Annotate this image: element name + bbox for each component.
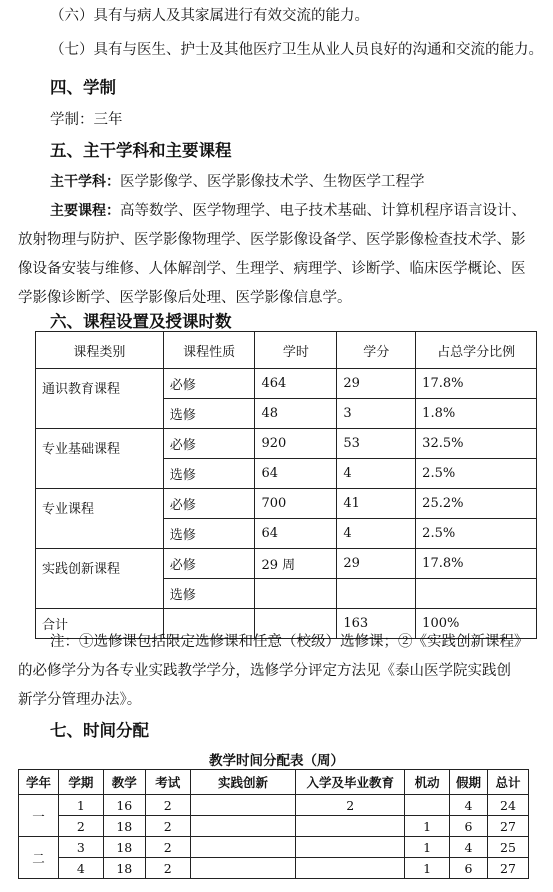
- ratio-cell: 2.5%: [416, 519, 537, 549]
- header-year: 学年: [19, 770, 59, 795]
- hours-cell: [255, 579, 337, 609]
- flexible-cell: [405, 795, 450, 816]
- ratio-cell: 32.5%: [416, 429, 537, 459]
- credits-cell: 3: [337, 399, 416, 429]
- ratio-cell: 25.2%: [416, 489, 537, 519]
- credits-cell: 41: [337, 489, 416, 519]
- total-ratio: 100%: [416, 609, 537, 639]
- course-hours-table: [35, 331, 537, 639]
- practice-cell: [190, 795, 296, 816]
- core-subjects-line: [0, 172, 553, 192]
- type-cell: 必修: [163, 549, 255, 579]
- hours-cell: 64: [255, 459, 337, 489]
- vacation-cell: 6: [450, 858, 488, 879]
- header-total: 总计: [487, 770, 528, 795]
- header-credits: 学分: [337, 332, 416, 369]
- hours-cell: 64: [255, 519, 337, 549]
- category-cell: 专业基础课程: [36, 429, 164, 489]
- table-row: [36, 549, 537, 579]
- table-row: [36, 429, 537, 459]
- credits-cell: 29: [337, 369, 416, 399]
- main-courses-4: 学影像诊断学、医学影像后处理、医学影像信息学。: [18, 290, 352, 306]
- note-line-2: 的必修学分为各专业实践教学学分，选修学分评定方法见《泰山医学院实践创: [18, 663, 511, 679]
- orientation-cell: 2: [296, 795, 405, 816]
- teaching-cell: 18: [103, 837, 145, 858]
- term-cell: 1: [58, 795, 103, 816]
- type-cell: 选修: [163, 519, 255, 549]
- table-row: [36, 369, 537, 399]
- header-flexible: 机动: [405, 770, 450, 795]
- header-vacation: 假期: [450, 770, 488, 795]
- ratio-cell: 17.8%: [416, 369, 537, 399]
- total-cell: 27: [487, 858, 528, 879]
- table-row: [19, 837, 529, 858]
- header-teaching: 教学: [103, 770, 145, 795]
- type-cell: 必修: [163, 429, 255, 459]
- table-row: [19, 816, 529, 837]
- main-courses-2: 放射物理与防护、医学影像物理学、医学影像设备学、医学影像检查技术学、影: [18, 232, 526, 248]
- note-line-1: 注：①选修课包括限定选修课和任意（校级）选修课；②《实践创新课程》: [50, 634, 529, 650]
- header-term: 学期: [58, 770, 103, 795]
- orientation-cell: [296, 816, 405, 837]
- credits-cell: 29: [337, 549, 416, 579]
- main-courses-1: 高等数学、医学物理学、电子技术基础、计算机程序语言设计、: [120, 203, 526, 219]
- time-header-row: [19, 770, 529, 795]
- ratio-cell: 2.5%: [416, 459, 537, 489]
- orientation-cell: [296, 858, 405, 879]
- header-category: 课程类别: [36, 332, 164, 369]
- term-cell: 4: [58, 858, 103, 879]
- vacation-cell: 4: [450, 837, 488, 858]
- exam-cell: 2: [145, 816, 190, 837]
- header-exam: 考试: [145, 770, 190, 795]
- core-subjects: 医学影像学、医学影像技术学、生物医学工程学: [120, 174, 425, 190]
- time-table-title: 教学时间分配表（周）: [209, 753, 344, 769]
- teaching-cell: 16: [103, 795, 145, 816]
- exam-cell: 2: [145, 795, 190, 816]
- category-cell: 通识教育课程: [36, 369, 164, 429]
- type-cell: 选修: [163, 399, 255, 429]
- flexible-cell: 1: [405, 816, 450, 837]
- ability-six: （六）具有与病人及其家属进行有效交流的能力。: [50, 8, 369, 24]
- hours-cell: 920: [255, 429, 337, 459]
- ratio-cell: [416, 579, 537, 609]
- practice-cell: [190, 837, 296, 858]
- year-cell: 一: [19, 795, 59, 837]
- type-cell: 必修: [163, 369, 255, 399]
- ability-seven: （七）具有与医生、护士及其他医疗卫生从业人员良好的沟通和交流的能力。: [50, 42, 543, 58]
- credits-cell: [337, 579, 416, 609]
- header-hours: 学时: [255, 332, 337, 369]
- ratio-cell: 1.8%: [416, 399, 537, 429]
- flexible-cell: 1: [405, 858, 450, 879]
- section-6-title: 六、课程设置及授课时数: [50, 312, 232, 331]
- hours-cell: 464: [255, 369, 337, 399]
- core-subjects-label: 主干学科：: [50, 174, 120, 190]
- main-courses-3: 像设备安装与维修、人体解剖学、生理学、病理学、诊断学、临床医学概论、医: [18, 261, 526, 277]
- total-label: 合计: [36, 609, 164, 639]
- term-cell: 2: [58, 816, 103, 837]
- main-courses-line: [0, 201, 553, 221]
- hours-cell: 29 周: [255, 549, 337, 579]
- practice-cell: [190, 858, 296, 879]
- table-row: [36, 489, 537, 519]
- teaching-cell: 18: [103, 816, 145, 837]
- duration-text: 学制：三年: [50, 112, 123, 128]
- hours-cell: 700: [255, 489, 337, 519]
- section-5-title: 五、主干学科和主要课程: [50, 141, 232, 160]
- vacation-cell: 6: [450, 816, 488, 837]
- note-line-3: 新学分管理办法》。: [18, 692, 142, 708]
- exam-cell: 2: [145, 858, 190, 879]
- flexible-cell: 1: [405, 837, 450, 858]
- total-cell: 25: [487, 837, 528, 858]
- header-ratio: 占总学分比例: [416, 332, 537, 369]
- credits-cell: 4: [337, 459, 416, 489]
- category-cell: 专业课程: [36, 489, 164, 549]
- type-cell: 必修: [163, 489, 255, 519]
- section-7-title: 七、时间分配: [50, 721, 149, 740]
- table-row: [19, 795, 529, 816]
- total-cell: 24: [487, 795, 528, 816]
- hours-cell: 48: [255, 399, 337, 429]
- ratio-cell: 17.8%: [416, 549, 537, 579]
- section-4-title: 四、学制: [50, 78, 116, 97]
- type-cell: 选修: [163, 579, 255, 609]
- credits-cell: 53: [337, 429, 416, 459]
- type-cell: 选修: [163, 459, 255, 489]
- header-practice: 实践创新: [190, 770, 296, 795]
- header-type: 课程性质: [163, 332, 255, 369]
- exam-cell: 2: [145, 837, 190, 858]
- category-cell: 实践创新课程: [36, 549, 164, 609]
- main-courses-label: 主要课程：: [50, 203, 120, 219]
- practice-cell: [190, 816, 296, 837]
- term-cell: 3: [58, 837, 103, 858]
- table-row: [19, 858, 529, 879]
- year-cell: 二: [19, 837, 59, 879]
- header-orientation: 入学及毕业教育: [296, 770, 405, 795]
- credits-cell: 4: [337, 519, 416, 549]
- table-header-row: [36, 332, 537, 369]
- time-allocation-table: [18, 769, 529, 879]
- teaching-cell: 18: [103, 858, 145, 879]
- orientation-cell: [296, 837, 405, 858]
- total-cell: 27: [487, 816, 528, 837]
- total-credits: 163: [337, 609, 416, 639]
- vacation-cell: 4: [450, 795, 488, 816]
